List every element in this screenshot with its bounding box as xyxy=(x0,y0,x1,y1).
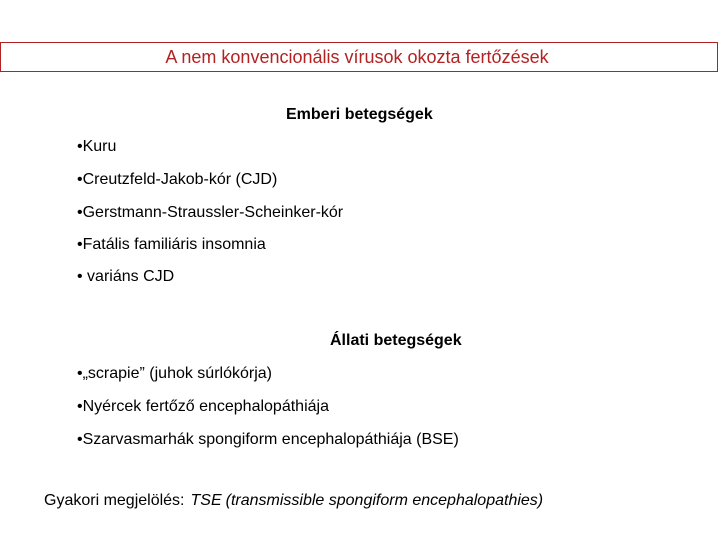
title-box xyxy=(0,42,718,72)
human-disease-item: •Gerstmann-Straussler-Scheinker-kór xyxy=(77,204,344,221)
animal-disease-item: •Szarvasmarhák spongiform encephalopáthiája (BSE) xyxy=(77,431,459,448)
human-disease-item: •Kuru xyxy=(77,138,117,155)
footer-abbreviation: TSE xyxy=(190,492,222,509)
slide-title: A nem konvencionális vírusok okozta fertőzések xyxy=(165,46,549,67)
animal-disease-item: •„scrapie” (juhok súrlókórja) xyxy=(77,365,272,382)
human-disease-item: •Fatális familiáris insomnia xyxy=(77,236,266,253)
human-diseases-heading: Emberi betegségek xyxy=(286,106,433,123)
animal-diseases-heading: Állati betegségek xyxy=(330,332,462,349)
footer-note xyxy=(44,492,543,510)
human-disease-item: • variáns CJD xyxy=(77,268,175,285)
human-disease-item: •Creutzfeld-Jakob-kór (CJD) xyxy=(77,171,278,188)
footer-expansion: (transmissible spongiform encephalopathies) xyxy=(225,492,544,509)
animal-disease-item: •Nyércek fertőző encephalopáthiája xyxy=(77,398,329,415)
footer-label: Gyakori megjelölés: xyxy=(44,492,185,509)
